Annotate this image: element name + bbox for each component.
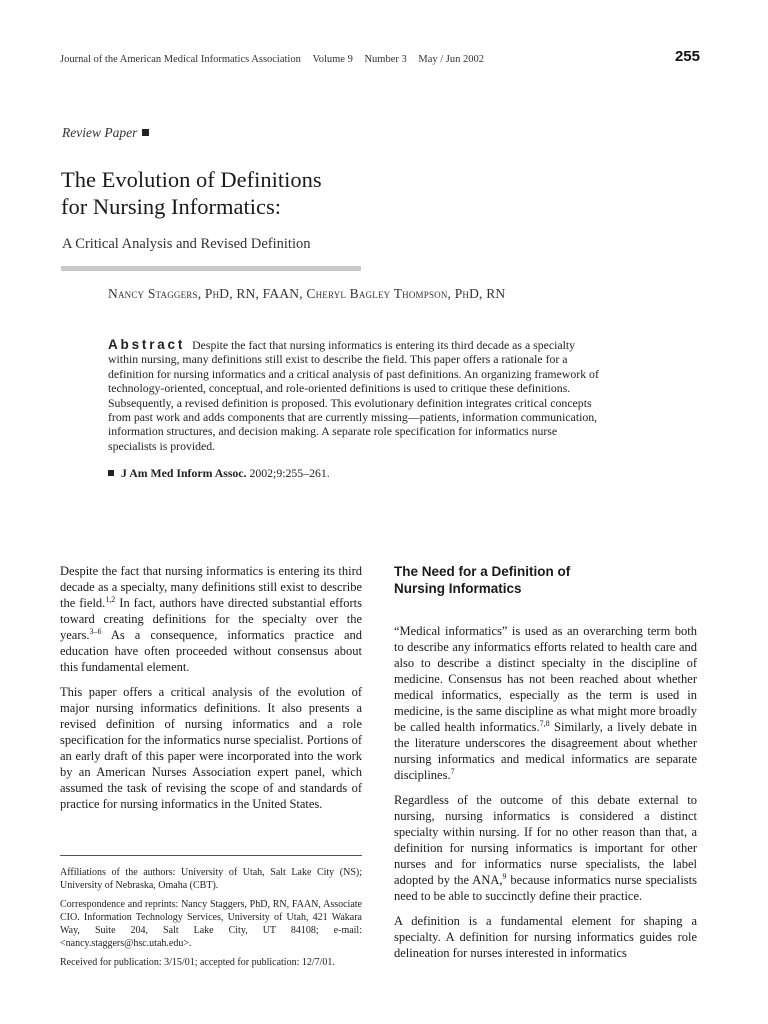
footnote-affiliations: Affiliations of the authors: University of Utah, Salt Lake City (NS); University of Nebraska, Omaha (CBT).: [60, 867, 362, 891]
section-heading: [394, 563, 697, 597]
square-bullet-icon: [108, 470, 114, 476]
reference-marker: 9: [502, 871, 507, 881]
text-run: Regardless of the outcome of this debate external to nursing, nursing informatics is considered a distinct specialty within nursing. If for no other reason than that, a definition for nursing informatics is important for other nurses and for informatics nurse specialists, the label adopted by the ANA,: [394, 793, 697, 887]
journal-volume: Volume 9: [312, 54, 353, 65]
abstract: [108, 338, 604, 453]
right-column: [394, 563, 697, 970]
author-list: Nancy Staggers, PhD, RN, FAAN, Cheryl Bagley Thompson, PhD, RN: [108, 286, 506, 301]
title-line-2: for Nursing Informatics:: [61, 194, 281, 219]
paper-subtitle: A Critical Analysis and Revised Definition: [62, 236, 311, 252]
running-header: [60, 48, 700, 76]
page-number: 255: [674, 48, 700, 65]
footnote-received: Received for publication: 3/15/01; accepted for publication: 12/7/01.: [60, 957, 335, 968]
article-citation: [108, 466, 330, 481]
footnotes: [60, 866, 362, 975]
reference-marker: 7,8: [539, 718, 550, 728]
heading-line-1: The Need for a Definition of: [394, 564, 571, 579]
body-paragraph: [394, 623, 697, 783]
body-paragraph: [60, 563, 362, 675]
paper-type-text: Review Paper: [62, 125, 138, 140]
citation-reference: 2002;9:255–261.: [249, 466, 330, 480]
footnote-correspondence: Correspondence and reprints: Nancy Staggers, PhD, RN, FAAN, Associate CIO. Information Technology Services, University of Utah, 421 Wakara Way, Suite 204, Salt Lake City, UT 84108; e-mail: <nancy.staggers@hsc.utah.edu>.: [60, 899, 362, 949]
reference-marker: 1,2: [105, 594, 116, 604]
text-run: In fact, authors have directed substantial efforts toward creating definitions for the specialty over the years.: [60, 596, 362, 642]
paper-type-label: [62, 125, 149, 141]
text-run: Similarly, a lively debate in the literature underscores the disagreement about whether nursing informatics and medical informatics are separate disciplines.: [394, 720, 697, 782]
abstract-text: Despite the fact that nursing informatics is entering its third decade as a specialty within nursing, many definitions still exist to describe the field. This paper offers a rationale for a definition for nursing informatics and a critical analysis of past definitions. An organizing framework of technology-oriented, conceptual, and role-oriented definitions is used to critique these definitions. Subsequently, a revised definition is proposed. This evolutionary definition integrates critical concepts from past work and adds components that are currently missing—patients, information communication, information structures, and decision making. A separate role specification for informatics nurse specialists is provided.: [108, 338, 599, 453]
body-paragraph: A definition is a fundamental element for shaping a specialty. A definition for nursing informatics guides role delineation for nurses interested in informatics: [394, 914, 697, 960]
left-column: [60, 563, 362, 821]
square-bullet-icon: [142, 129, 149, 136]
journal-date: May / Jun 2002: [418, 54, 485, 65]
paper-title: [61, 166, 541, 220]
journal-number: Number 3: [364, 54, 407, 65]
footnote-divider: [60, 855, 362, 856]
body-paragraph: This paper offers a critical analysis of the evolution of major nursing informatics definitions. It also presents a revised definition of nursing informatics and a role specification for the informatics nurse specialist. Portions of an early draft of this paper were incorporated into the work by an American Nurses Association expert panel, which assumed the task of revising the scope of and standards of practice for nursing informatics in the United States.: [60, 685, 362, 811]
journal-name: Journal of the American Medical Informatics Association: [60, 54, 301, 65]
reference-marker: 7: [450, 766, 455, 776]
text-run: As a consequence, informatics practice and education have often proceeded without consensus about this fundamental element.: [60, 628, 362, 674]
text-run: because informatics nurse specialists need to be able to succinctly define their practice.: [394, 873, 697, 903]
abstract-heading: Abstract: [108, 337, 186, 352]
title-divider: [61, 266, 361, 271]
journal-citation-line: [60, 54, 484, 65]
heading-line-2: Nursing Informatics: [394, 581, 522, 596]
body-paragraph: [394, 792, 697, 904]
reference-marker: 3–6: [89, 626, 102, 636]
title-line-1: The Evolution of Definitions: [61, 167, 322, 192]
text-run: Despite the fact that nursing informatics is entering its third decade as a specialty, many definitions still exist to describe the field.: [60, 564, 362, 610]
citation-journal: J Am Med Inform Assoc.: [121, 466, 247, 480]
text-run: “Medical informatics” is used as an overarching term both to describe any informatics efforts related to health care and also to describe a distinct specialty in the discipline of medicine. Consensus has not been reached about whether medical informatics, especially as the term is used in medicine, is the same discipline as what might more broadly be called health informatics.: [394, 624, 697, 734]
